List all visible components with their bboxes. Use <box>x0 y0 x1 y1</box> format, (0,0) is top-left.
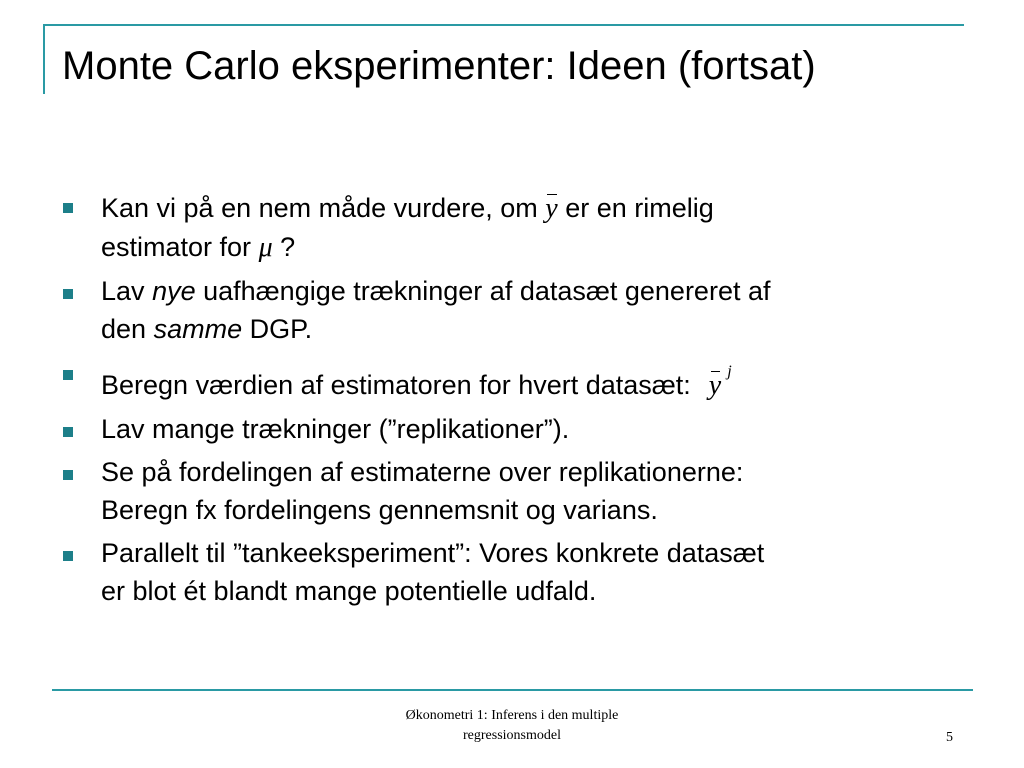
bullet-text: Parallelt til ”tankeeksperiment”: Vores konkrete datasæt <box>101 538 765 568</box>
bullet-text: Lav mange trækninger (”replikationer”). <box>101 414 570 444</box>
emphasis-text: nye <box>152 276 196 306</box>
bullet-text: er blot ét blandt mange potentielle udfald. <box>101 576 597 606</box>
title-frame-left-rule <box>43 24 45 94</box>
bullet-item <box>62 353 962 405</box>
bullet-text: Beregn værdien af estimatoren for hvert datasæt: <box>101 370 691 400</box>
footer-line-1: Økonometri 1: Inferens i den multiple <box>405 708 619 723</box>
bullet-item <box>62 272 962 348</box>
y-bar-symbol: y <box>545 186 557 228</box>
bullet-text: uafhængige trækninger af datasæt genereret af <box>203 276 771 306</box>
bullet-item <box>62 410 962 448</box>
slide-title: Monte Carlo eksperimenter: Ideen (fortsat) <box>62 44 816 88</box>
footer-line-2: regressionsmodel <box>463 728 561 743</box>
bullet-text: Kan vi på en nem måde vurdere, om <box>101 193 538 223</box>
square-bullet-icon <box>63 551 73 561</box>
bullet-text: Beregn fx fordelingens gennemsnit og varians. <box>101 495 658 525</box>
square-bullet-icon <box>63 370 73 380</box>
square-bullet-icon <box>63 203 73 213</box>
bullet-item <box>62 186 962 267</box>
bullet-text: den <box>101 314 147 344</box>
square-bullet-icon <box>63 427 73 437</box>
footer-caption <box>340 706 684 746</box>
square-bullet-icon <box>63 470 73 480</box>
bullet-text: er en rimelig <box>565 193 714 223</box>
emphasis-text: samme <box>153 314 243 344</box>
title-frame-top-rule <box>43 24 964 26</box>
bullet-text: DGP. <box>249 314 313 344</box>
bullet-text: estimator for <box>101 232 252 262</box>
page-number: 5 <box>946 730 953 745</box>
mu-symbol: μ <box>258 232 273 263</box>
bullet-item <box>62 534 962 610</box>
bullet-text: ? <box>280 232 296 262</box>
bullet-text: Se på fordelingen af estimaterne over replikationerne: <box>101 457 744 487</box>
bullet-item <box>62 453 962 529</box>
square-bullet-icon <box>63 289 73 299</box>
bullet-list <box>62 186 962 615</box>
y-bar-symbol: y <box>709 363 721 405</box>
bullet-text: Lav <box>101 276 145 306</box>
superscript-j: j <box>727 363 732 380</box>
footer-rule <box>52 689 973 691</box>
